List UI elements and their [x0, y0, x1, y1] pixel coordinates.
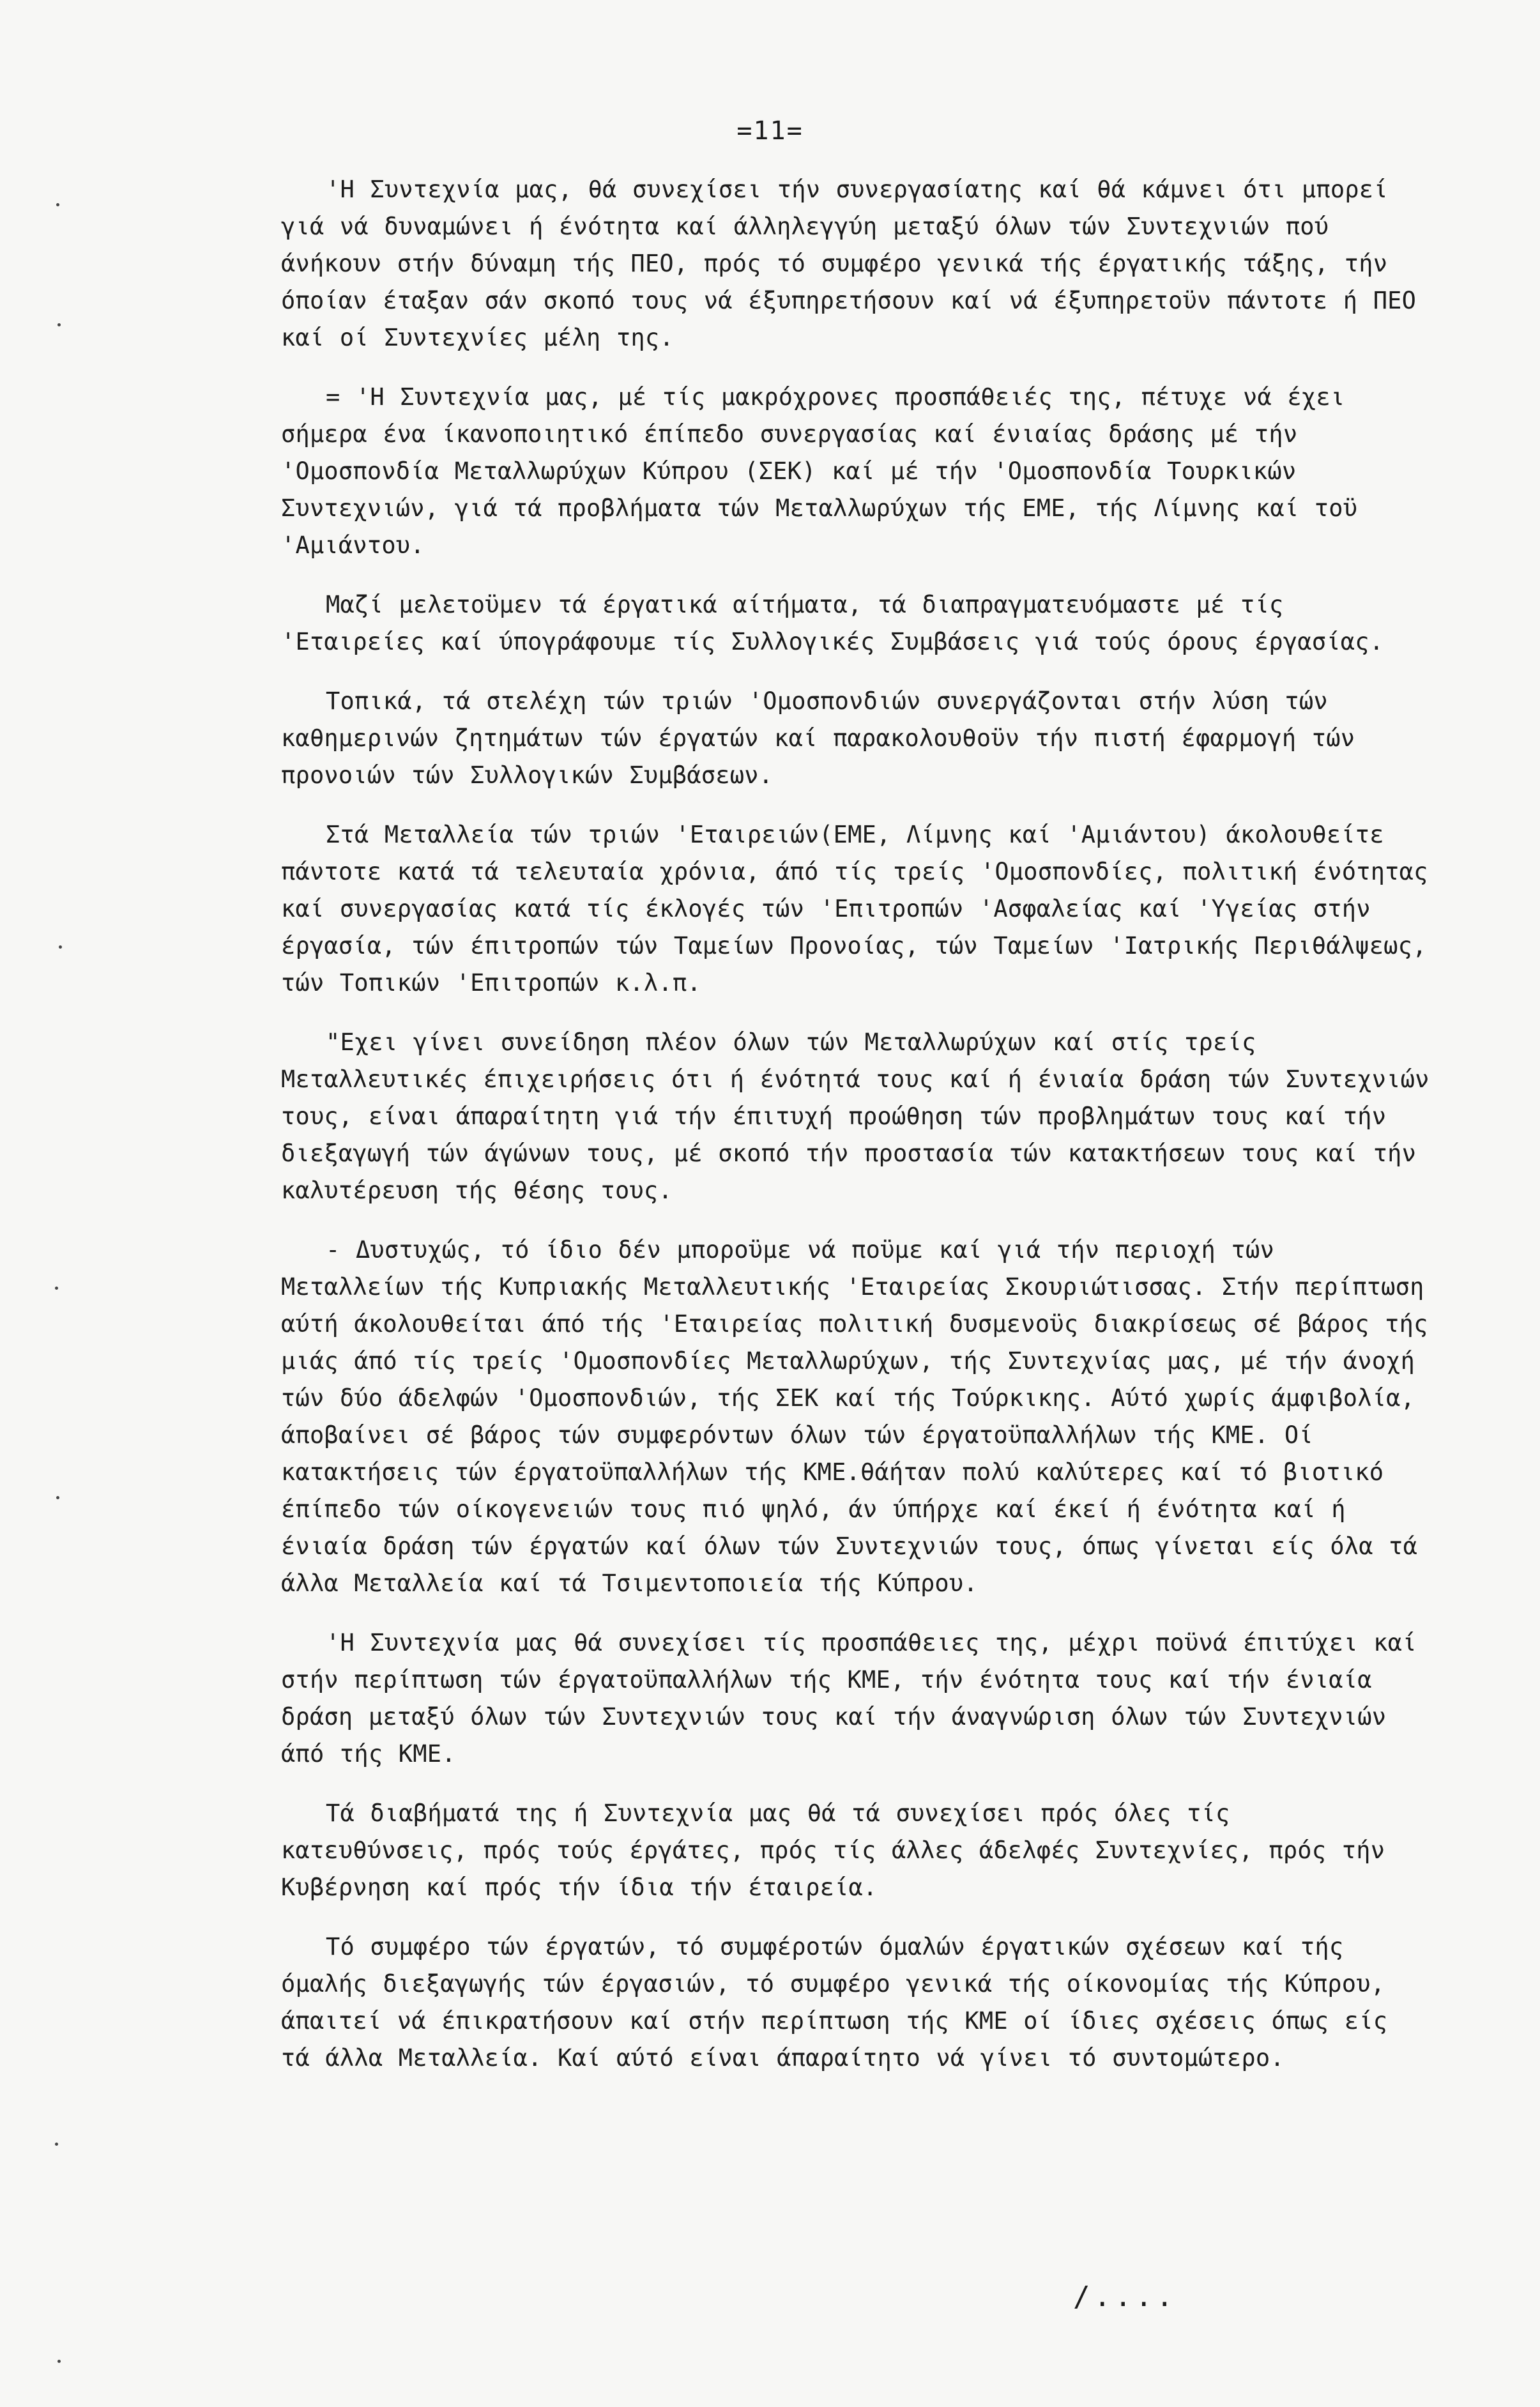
paragraph-3: Μαζί μελετοϋμεν τά έργατικά αίτήματα, τά διαπραγματευόμαστε μέ τίς 'Εταιρείες καί ύπογράφουμε τίς Συλλογικές Συμβάσεις γιά τούς όρους έργασίας. [281, 591, 1384, 655]
page-number: =11= [736, 116, 804, 146]
paragraph-2: = 'Η Συντεχνία μας, μέ τίς μακρόχρονες προσπάθειές της, πέτυχε νά έχει σήμερα ένα ίκανοποιητικό έπίπεδο συνεργασίας καί ένιαίας δράσης μέ τήν 'Ομοσπονδία Μεταλλωρύχων Κύπρου (ΣΕΚ) καί μέ τήν 'Ομοσπονδία Τουρκικών Συντεχνιών, γιά τά προβλήματα τών Μεταλλωρύχων τής ΕΜΕ, τής Λίμνης καί τοϋ 'Αμιάντου. [281, 383, 1358, 559]
paragraph-6: "Εχει γίνει συνείδηση πλέον όλων τών Μεταλλωρύχων καί στίς τρείς Μεταλλευτικές έπιχειρήσεις ότι ή ένότητά τους καί ή ένιαία δράση τών Συντεχνιών τους, είναι άπαραίτητη γιά τήν έπιτυχή προώθηση τών προβλημάτων τους καί τήν διεξαγωγή τών άγώνων τους, μέ σκοπό τήν προστασία τών κατακτήσεων τους καί τήν καλυτέρευση τής θέσης τους. [281, 1028, 1429, 1204]
scan-speck [57, 323, 61, 326]
scan-speck [56, 1496, 59, 1499]
scan-speck [59, 945, 62, 949]
paragraph-1: 'Η Συντεχνία μας, θά συνεχίσει τήν συνεργασίατης καί θά κάμνει ότι μπορεί γιά νά δυναμώνει ή ένότητα καί άλληλεγγύη μεταξύ όλων τών Συντεχνιών πού άνήκουν στήν δύναμη τής ΠΕΟ, πρός τό συμφέρο γενικά τής έργατικής τάξης, τήν όποίαν έταξαν σάν σκοπό τους νά έξυπηρετήσουν καί νά έξυπηρετοϋν πάντοτε ή ΠΕΟ καί οί Συντεχνίες μέλη της. [281, 176, 1417, 351]
scan-speck [56, 203, 59, 206]
continuation-mark: /.... [1073, 2281, 1177, 2313]
paragraph-10: Τό συμφέρο τών έργατών, τό συμφέροτών όμαλών έργατικών σχέσεων καί τής όμαλής διεξαγωγής τών έργασιών, τό συμφέρο γενικά τής οίκονομίας τής Κύπρου, άπαιτεί νά έπικρατήσουν καί στήν περίπτωση τής ΚΜΕ οί ίδιες σχέσεις όπως είς τά άλλα Μεταλλεία. Καί αύτό είναι άπαραίτητο νά γίνει τό συντομώτερο. [281, 1933, 1388, 2072]
scan-speck [57, 2360, 61, 2363]
paragraph-8: 'Η Συντεχνία μας θά συνεχίσει τίς προσπάθειες της, μέχρι ποϋνά έπιτύχει καί στήν περίπτωση τών έργατοϋπαλλήλων τής ΚΜΕ, τήν ένότητα τους καί τήν ένιαία δράση μεταξύ όλων τών Συντεχνιών τους καί τήν άναγνώριση όλων τών Συντεχνιών άπό τής ΚΜΕ. [281, 1629, 1417, 1768]
paragraph-9: Τά διαβήματά της ή Συντεχνία μας θά τά συνεχίσει πρός όλες τίς κατευθύνσεις, πρός τούς έργάτες, πρός τίς άλλες άδελφές Συντεχνίες, πρός τήν Κυβέρνηση καί πρός τήν ίδια τήν έταιρεία. [281, 1800, 1385, 1901]
scan-speck [55, 2143, 58, 2146]
paragraph-4: Τοπικά, τά στελέχη τών τριών 'Ομοσπονδιών συνεργάζονται στήν λύση τών καθημερινών ζητημάτων τών έργατών καί παρακολουθοϋν τήν πιστή έφαρμογή τών προνοιών τών Συλλογικών Συμβάσεων. [281, 687, 1355, 789]
paragraph-7: - Δυστυχώς, τό ίδιο δέν μποροϋμε νά ποϋμε καί γιά τήν περιοχή τών Μεταλλείων τής Κυπριακής Μεταλλευτικής 'Εταιρείας Σκουριώτισσας. Στήν περίπτωση αύτή άκολουθείται άπό τής 'Εταιρείας πολιτική δυσμενοϋς διακρίσεως σέ βάρος τής μιάς άπό τίς τρείς 'Ομοσπονδίες Μεταλλωρύχων, τής Συντεχνίας μας, μέ τήν άνοχή τών δύο άδελφών 'Ομοσπονδιών, τής ΣΕΚ καί τής Τούρκικης. Αύτό χωρίς άμφιβολία, άποβαίνει σέ βάρος τών συμφερόντων όλων τών έργατοϋπαλλήλων τής ΚΜΕ. Οί κατακτήσεις τών έργατοϋπαλλήλων τής ΚΜΕ.θάήταν πολύ καλύτερες καί τό βιοτικό έπίπεδο τών οίκογενειών τους πιό ψηλό, άν ύπήρχε καί έκεί ή ένότητα καί ή ένιαία δράση τών έργατών καί όλων τών Συντεχνιών τους, όπως γίνεται είς όλα τά άλλα Μεταλλεία καί τά Τσιμεντοποιεία τής Κύπρου. [281, 1236, 1428, 1597]
scan-speck [55, 1287, 58, 1290]
paragraph-5: Στά Μεταλλεία τών τριών 'Εταιρειών(ΕΜΕ, Λίμνης καί 'Αμιάντου) άκολουθείτε πάντοτε κατά τά τελευταία χρόνια, άπό τίς τρείς 'Ομοσπονδίες, πολιτική ένότητας καί συνεργασίας κατά τίς έκλογές τών 'Επιτροπών 'Ασφαλείας καί 'Υγείας στήν έργασία, τών έπιτροπών τών Ταμείων Προνοίας, τών Ταμείων 'Ιατρικής Περιθάλψεως, τών Τοπικών 'Επιτροπών κ.λ.π. [281, 821, 1428, 997]
body-text [281, 171, 1431, 2099]
